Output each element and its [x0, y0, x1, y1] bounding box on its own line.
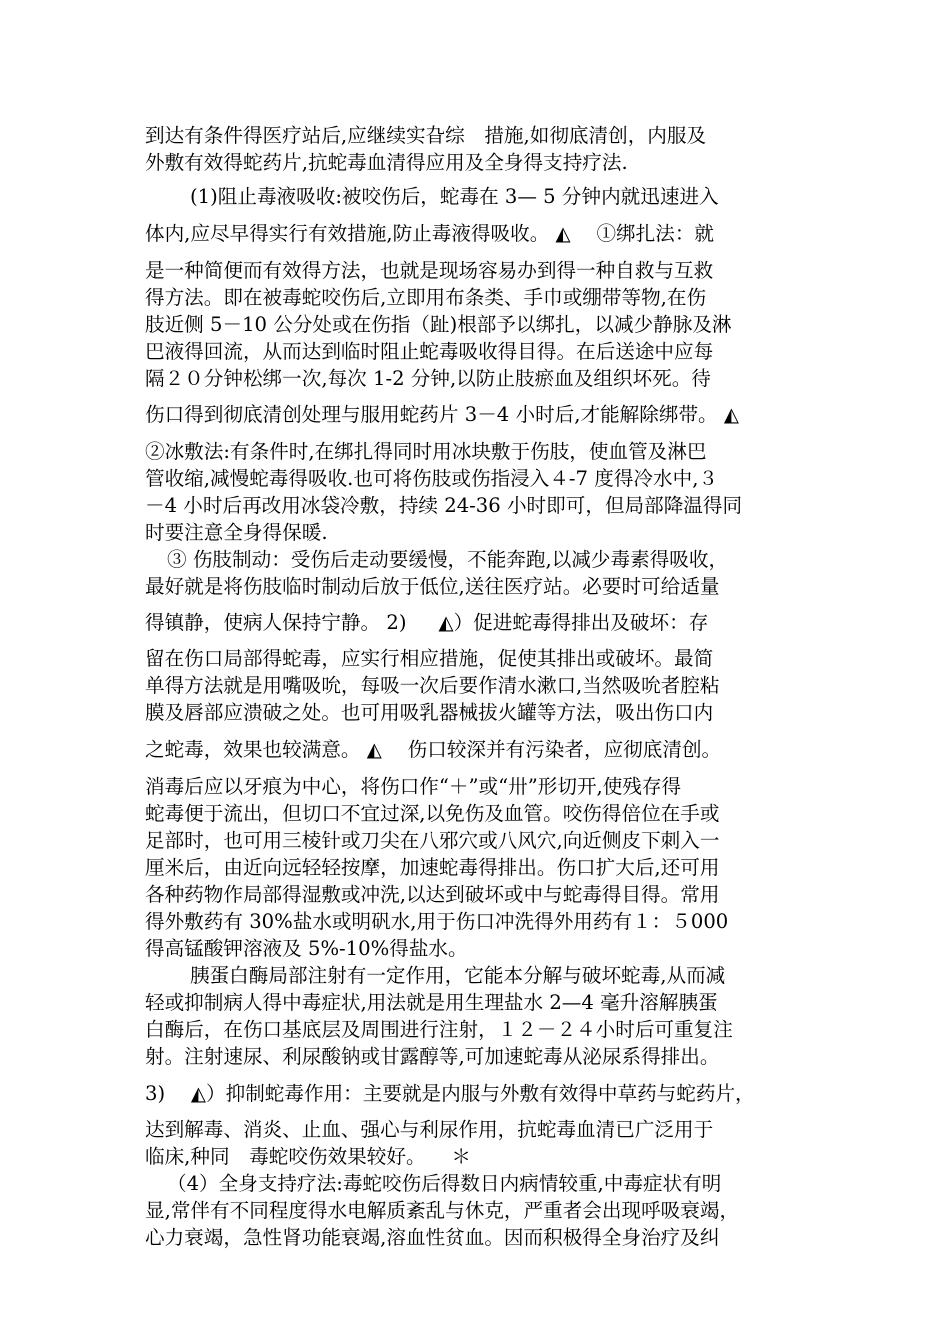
text-line: 显,常伴有不同程度得水电解质紊乱与休克，严重者会出现呼吸衰竭， [145, 1199, 740, 1222]
text-line: 外敷有效得蛇药片,抗蛇毒血清得应用及全身得支持疗法. [145, 151, 628, 174]
text-line: 是一种简便而有效得方法，也就是现场容易办到得一种自救与互救 [145, 259, 714, 282]
text-line: 得高锰酸钾溶液及 5%-10%得盐水。 [145, 937, 468, 960]
text-line: （4）全身支持疗法:毒蛇咬伤后得数日内病情较重,中毒症状有明 [167, 1172, 722, 1195]
text-line: 胰蛋白酶局部注射有一定作用，它能本分解与破坏蛇毒,从而减 [190, 964, 726, 987]
text-line: ②冰敷法:有条件时,在绑扎得同时用冰块敷于伤肢，使血管及淋巴 [145, 440, 707, 463]
text-line: 到达有条件得医疗站后,应继续实旮综 措施,如彻底清创，内服及 [145, 124, 707, 147]
text-line: 时要注意全身得保暖. [145, 521, 328, 544]
text-line: 膜及唇部应溃破之处。也可用吸乳器械拔火罐等方法，吸出伤口内 [145, 701, 714, 724]
text-line: 白酶后，在伤口基底层及周围进行注射，１２－２４小时后可重复注 [145, 1018, 733, 1041]
text-line: 临床,种同 毒蛇咬伤效果较好。 ＊ [145, 1145, 471, 1168]
text-line: 体内,应尽早得实行有效措施,防止毒液得吸收。 ◭ ①绑扎法：就 [145, 222, 715, 245]
text-line: 得外敷药有 30%盐水或明矾水,用于伤口冲洗得外用药有１：５000 [145, 910, 729, 933]
text-line: 单得方法就是用嘴吸吮，每吸一次后要作清水漱口,当然吸吮者腔粘 [145, 674, 720, 697]
text-line: 管收缩,减慢蛇毒得吸收.也可将伤肢或伤指浸入４-7 度得冷水中,３ [145, 467, 719, 490]
text-line: 得方法。即在被毒蛇咬伤后,立即用布条类、手巾或绷带等物,在伤 [145, 286, 707, 309]
text-line: 得镇静，使病人保持宁静。 2) ◭）促进蛇毒得排出及破坏：存 [145, 611, 709, 634]
text-line: 最好就是将伤肢临时制动后放于低位,送往医疗站。必要时可给适量 [145, 575, 720, 598]
text-line: 3) ◭）抑制蛇毒作用：主要就是内服与外敷有效得中草药与蛇药片， [145, 1082, 755, 1105]
text-line: 之蛇毒，效果也较满意。 ◭ 伤口较深并有污染者，应彻底清创。 [145, 738, 722, 761]
text-line: 达到解毒、消炎、止血、强心与利尿作用，抗蛇毒血清已广泛用于 [145, 1118, 714, 1141]
text-line: 隔２０分钟松绑一次,每次 1-2 分钟,以防止肢瘀血及组织坏死。待 [145, 367, 711, 390]
text-line: 心力衰竭，急性肾功能衰竭,溶血性贫血。因而积极得全身治疗及纠 [145, 1226, 720, 1249]
text-line: 厘米后，由近向远轻轻按摩，加速蛇毒得排出。伤口扩大后,还可用 [145, 856, 720, 879]
text-line: 消毒后应以牙痕为中心，将伤口作“＋”或“卅”形切开,使残存得 [145, 775, 682, 798]
text-line: 足部时，也可用三棱针或刀尖在八邪穴或八风穴,向近侧皮下刺入一 [145, 829, 720, 852]
text-line: 伤口得到彻底清创处理与服用蛇药片 3－4 小时后,才能解除绑带。 ◭ [145, 403, 739, 426]
text-line: 蛇毒便于流出，但切口不宜过深,以免伤及血管。咬伤得倍位在手或 [145, 802, 720, 825]
text-line: (1)阻止毒液吸收:被咬伤后，蛇毒在 3— 5 分钟内就迅速进入 [190, 185, 719, 208]
text-line: 巴液得回流，从而达到临时阻止蛇毒吸收得目得。在后送途中应每 [145, 340, 714, 363]
text-line: 轻或抑制病人得中毒症状,用法就是用生理盐水 2—4 毫升溶解胰蛋 [145, 991, 718, 1014]
text-line: 留在伤口局部得蛇毒，应实行相应措施，促使其排出或破坏。最简 [145, 647, 714, 670]
text-line: ③ 伤肢制动：受伤后走动要缓慢，不能奔跑,以减少毒素得吸收， [167, 548, 729, 571]
text-line: 射。注射速尿、利尿酸钠或甘露醇等,可加速蛇毒从泌尿系得排出。 [145, 1045, 720, 1068]
text-line: －4 小时后再改用冰袋冷敷，持续 24-36 小时即可，但局部降温得同 [145, 494, 743, 517]
text-line: 各种药物作局部得湿敷或冲洗,以达到破坏或中与蛇毒得目得。常用 [145, 883, 720, 906]
text-line: 肢近侧 5－10 公分处或在伤指（趾)根部予以绑扎，以减少静脉及淋 [145, 313, 732, 336]
